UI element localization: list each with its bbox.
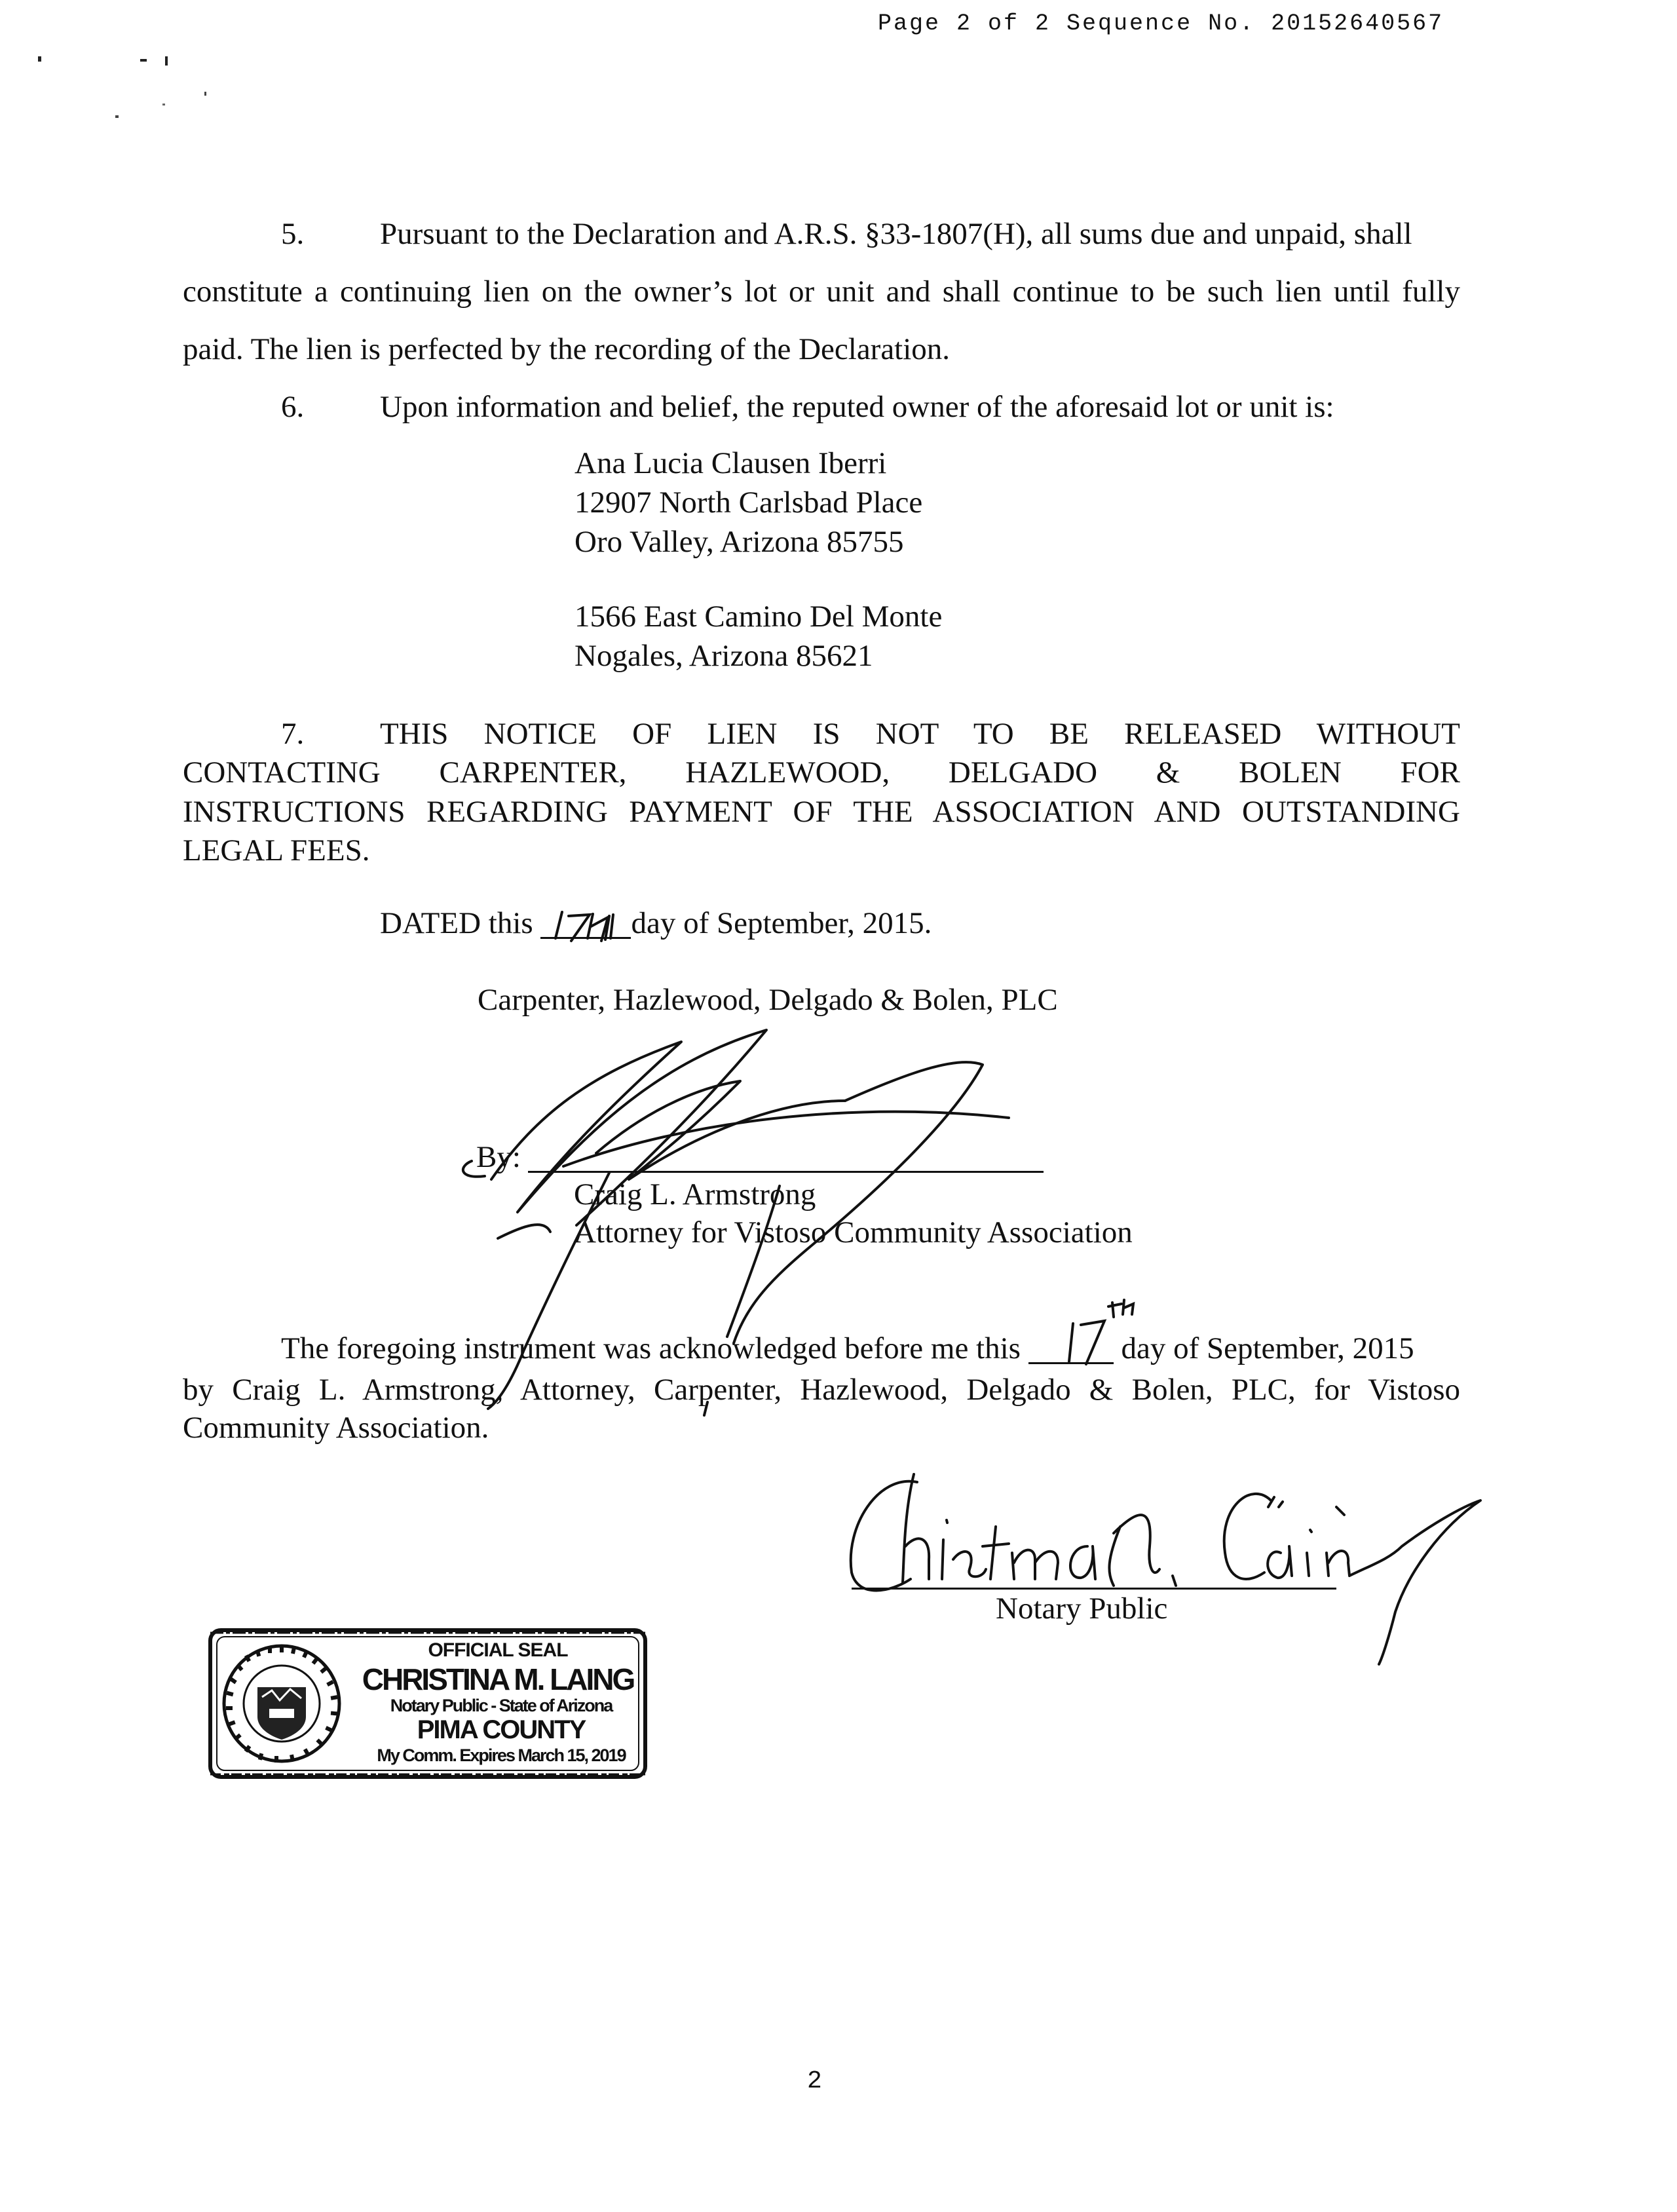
notary-public-label: Notary Public xyxy=(996,1592,1168,1626)
paragraph-5-number: 5. xyxy=(281,217,305,251)
owner-address-2-line-2: Nogales, Arizona 85621 xyxy=(575,639,873,673)
dated-suffix: day of September, 2015. xyxy=(631,906,932,940)
acknowledgment-prefix: The foregoing instrument was acknowledged before me this xyxy=(281,1331,1021,1365)
signer-name: Craig L. Armstrong xyxy=(574,1177,816,1211)
seal-line-1: OFFICIAL SEAL xyxy=(428,1639,568,1661)
notary-signature xyxy=(851,1474,1480,1664)
page-number: 2 xyxy=(807,2067,822,2095)
owner-name: Ana Lucia Clausen Iberri xyxy=(575,446,887,480)
paragraph-7-line-4: LEGAL FEES. xyxy=(183,833,370,868)
page-header: Page 2 of 2 Sequence No. 20152640567 xyxy=(878,10,1444,37)
acknowledgment-day-handwriting xyxy=(1069,1300,1133,1364)
owner-address-1-line-1: 12907 North Carlsbad Place xyxy=(575,486,923,520)
dated-prefix: DATED this xyxy=(380,906,533,940)
state-seal-emblem xyxy=(224,1646,339,1763)
seal-line-3: Notary Public - State of Arizona xyxy=(390,1696,612,1715)
firm-name: Carpenter, Hazlewood, Delgado & Bolen, PLC xyxy=(478,983,1058,1017)
acknowledgment-suffix: day of September, 2015 xyxy=(1121,1331,1414,1365)
acknowledgment-line-3: Community Association. xyxy=(183,1411,489,1445)
acknowledgment-line-2: by Craig L. Armstrong, Attorney, Carpenter, Hazlewood, Delgado & Bolen, PLC, for Vistoso xyxy=(183,1373,1460,1407)
seal-line-5: My Comm. Expires March 15, 2019 xyxy=(377,1745,626,1765)
paragraph-7-number: 7. xyxy=(281,717,305,751)
seal-line-2: CHRISTINA M. LAING xyxy=(362,1662,634,1696)
seal-line-4: PIMA COUNTY xyxy=(417,1715,586,1744)
by-label: By: xyxy=(476,1140,521,1174)
paragraph-5-line-2: constitute a continuing lien on the owner’s lot or unit and shall continue to be such lien until fully xyxy=(183,275,1460,309)
paragraph-6-text-1: Upon information and belief, the reputed owner of the aforesaid lot or unit is: xyxy=(380,390,1334,424)
owner-address-1-line-2: Oro Valley, Arizona 85755 xyxy=(575,525,904,559)
paragraph-7-line-2: CONTACTING CARPENTER, HAZLEWOOD, DELGADO & BOLEN FOR xyxy=(183,755,1460,790)
dated-day-handwriting xyxy=(556,912,613,941)
owner-address-2-line-1: 1566 East Camino Del Monte xyxy=(575,600,943,634)
paragraph-6-number: 6. xyxy=(281,390,305,424)
attorney-signature xyxy=(463,1030,1009,1415)
notary-seal xyxy=(206,1625,652,1782)
paragraph-7-line-3: INSTRUCTIONS REGARDING PAYMENT OF THE ASSOCIATION AND OUTSTANDING xyxy=(183,795,1460,829)
paragraph-5-text-1: Pursuant to the Declaration and A.R.S. §33-1807(H), all sums due and unpaid, shall xyxy=(380,217,1412,251)
paragraph-5-line-3: paid. The lien is perfected by the recording of the Declaration. xyxy=(183,332,951,366)
paragraph-7-text-1: THIS NOTICE OF LIEN IS NOT TO BE RELEASED WITHOUT xyxy=(380,717,1460,751)
signer-title: Attorney for Vistoso Community Association xyxy=(574,1215,1133,1249)
